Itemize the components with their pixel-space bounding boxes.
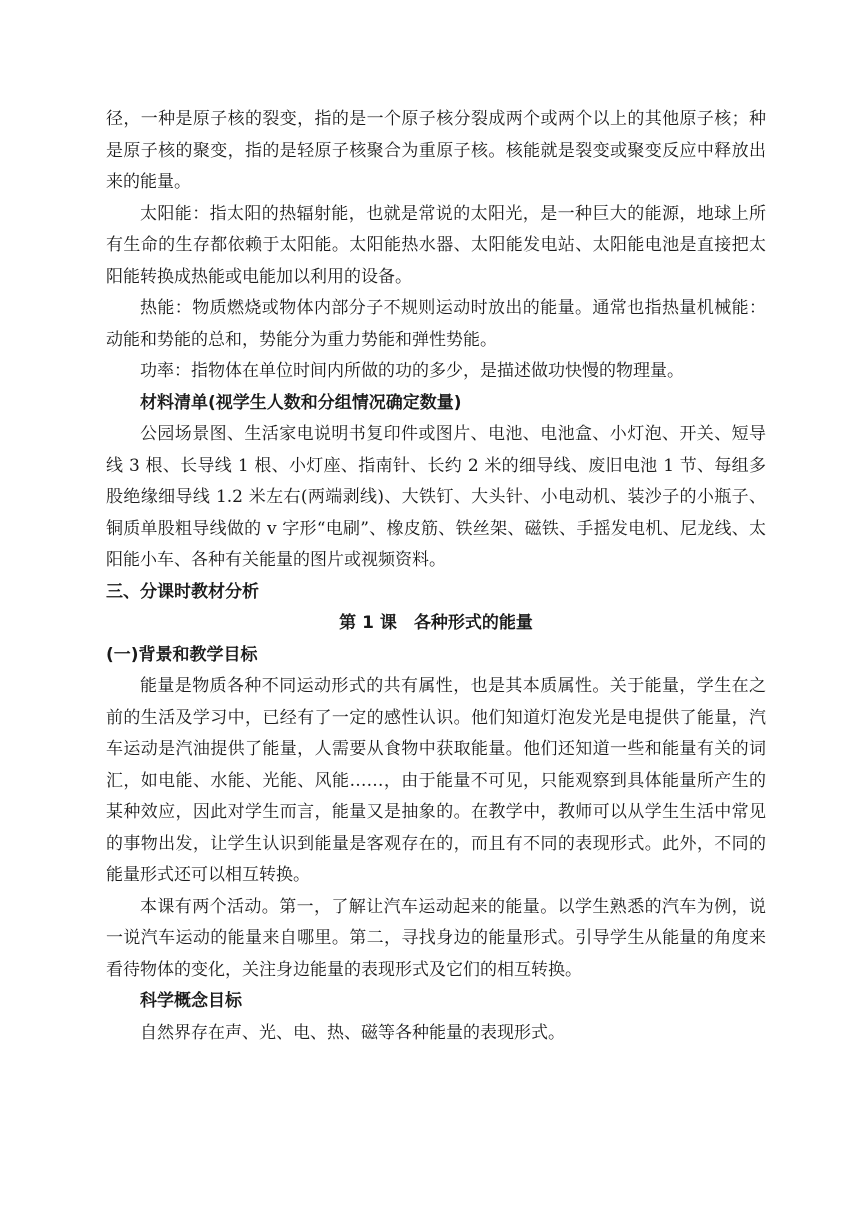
thermal-energy-paragraph: 热能：物质燃烧或物体内部分子不规则运动时放出的能量。通常也指热量机械能：动能和势能的总和，势能分为重力势能和弹性势能。 (106, 298, 766, 350)
power-paragraph: 功率：指物体在单位时间内所做的功的多少，是描述做功快慢的物理量。 (140, 361, 684, 381)
page-content (106, 104, 766, 1049)
science-concept-paragraph: 自然界存在声、光、电、热、磁等各种能量的表现形式。 (140, 1022, 565, 1043)
activities-paragraph: 本课有两个活动。第一，了解让汽车运动起来的能量。以学生熟悉的汽车为例，说一说汽车运动的能量来自哪里。第二，寻找身边的能量形式。引导学生从能量的角度来看待物体的变化，关注身边能量的表现形式及它们的相互转换。 (106, 896, 766, 980)
background-paragraph: 能量是物质各种不同运动形式的共有属性，也是其本质属性。关于能量，学生在之前的生活及学习中，已经有了一定的感性认识。他们知道灯泡发光是电提供了能量，汽车运动是汽油提供了能量，人需要从食物中获取能量。他们还知道一些和能量有关的词汇，如电能、水能、光能、风能……，由于能量不可见，只能观察到具体能量所产生的某种效应，因此对学生而言，能量又是抽象的。在教学中，教师可以从学生生活中常见的事物出发，让学生认识到能量是客观存在的，而且有不同的表现形式。此外，不同的能量形式还可以相互转换。 (106, 676, 766, 885)
lesson-one-title: 第 1 课 各种形式的能量 (339, 613, 533, 633)
background-objectives-heading: (一)背景和教学目标 (106, 644, 258, 665)
section-three-heading: 三、分课时教材分析 (106, 581, 259, 602)
science-concept-heading: 科学概念目标 (140, 991, 242, 1011)
nuclear-energy-paragraph-continuation: 径，一种是原子核的裂变，指的是一个原子核分裂成两个或两个以上的其他原子核；种是原子核的聚变，指的是轻原子核聚合为重原子核。核能就是裂变或聚变反应中释放出来的能量。 (106, 109, 766, 192)
materials-list-paragraph: 公园场景图、生活家电说明书复印件或图片、电池、电池盒、小灯泡、开关、短导线 3 根、长导线 1 根、小灯座、指南针、长约 2 米的细导线、废旧电池 1 节、每组多股绝缘细导线 1.2 米左右(两端剥线)、大铁钉、大头针、小电动机、装沙子的小瓶子、铜质单股粗导线做的 v 字形“电刷”、橡皮筋、铁丝架、磁铁、手摇发电机、尼龙线、太阳能小车、各种有关能量的图片或视频资料。 (106, 424, 766, 570)
materials-list-heading: 材料清单(视学生人数和分组情况确定数量) (140, 392, 462, 413)
solar-energy-paragraph: 太阳能：指太阳的热辐射能，也就是常说的太阳光，是一种巨大的能源，地球上所有生命的生存都依赖于太阳能。太阳能热水器、太阳能发电站、太阳能电池是直接把太阳能转换成热能或电能加以利用的设备。 (106, 203, 766, 287)
